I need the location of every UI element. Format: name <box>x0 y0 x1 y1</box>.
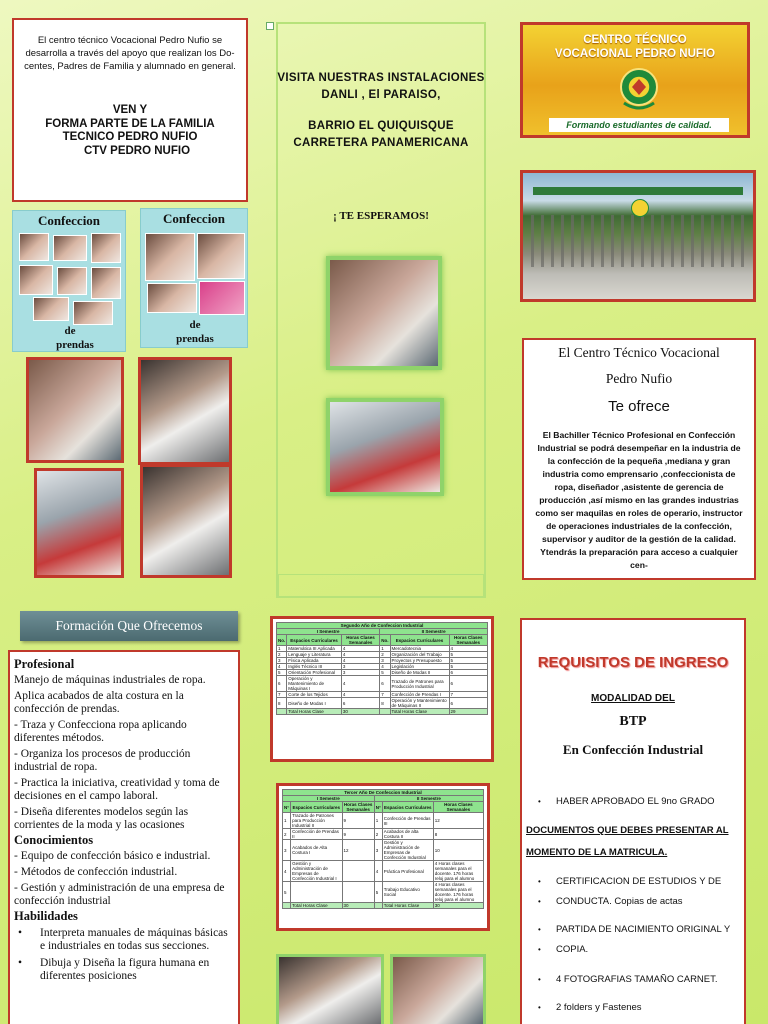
table-row <box>283 813 484 829</box>
table-cell: 10 <box>433 840 483 861</box>
table-cell: 4 <box>341 646 379 652</box>
table-segundo-ano <box>270 616 494 762</box>
confeccion-label: En Confección Industrial <box>562 742 704 757</box>
table-row <box>283 861 484 882</box>
table-header: Horas Clases Semanales <box>433 802 483 813</box>
table-cell: 3 <box>374 840 382 861</box>
logo-title-line: CENTRO TÉCNICO <box>583 34 687 46</box>
table-cell: Lenguaje y Literatura <box>287 652 342 658</box>
table-cell: Confección de Prendas I <box>390 692 449 698</box>
table-total-label: Total Horas Clase <box>291 903 342 909</box>
photo-school-entrance <box>520 170 756 302</box>
table-cell: 4 Horas clases semanales para el docente. 176 horas reloj para el alumno <box>433 861 483 882</box>
documentos-heading: DOCUMENTOS QUE DEBES PRESENTAR AL <box>526 825 729 836</box>
intro-line: El centro técnico Vocacional Pedro Nufio se desarrolla a través del apoyo que realizan los Do- <box>25 35 235 59</box>
table-cell: Corte de los Tejidos <box>287 692 342 698</box>
table-header: Horas Clases Semanales <box>341 635 379 646</box>
table-cell: Legislación <box>390 664 449 670</box>
table-cell: 9 <box>342 829 374 840</box>
list-item: Manejo de máquinas industriales de ropa. <box>14 674 206 686</box>
collage-prendas: prendas <box>56 339 94 351</box>
logo-tagline: Formando estudiantes de calidad. <box>549 118 729 132</box>
list-item: - Gestión y administración de una empresa de confección industrial <box>14 882 225 907</box>
small-square-icon <box>266 22 274 30</box>
table-cell: 1 <box>277 646 287 652</box>
requisito-item: • 2 folders y Fastenes <box>522 998 744 1018</box>
table-cell: 4 <box>341 658 379 664</box>
table-cell: 3 <box>341 664 379 670</box>
requisito-item: • PARTIDA DE NACIMIENTO ORIGINAL Y <box>522 920 744 940</box>
table-cell: 5 <box>449 652 488 658</box>
table-semester: I Semestre <box>283 796 375 802</box>
list-item: - Métodos de confección industrial. <box>14 866 178 878</box>
modalidad-label: MODALIDAD DEL <box>591 693 675 704</box>
formacion-panel <box>8 650 240 1024</box>
requisito-item: • 4 FOTOGRAFIAS TAMAÑO CARNET. <box>522 970 744 990</box>
list-item: - Organiza los procesos de producción industrial de ropa. <box>14 748 191 773</box>
te-esperamos: ¡ TE ESPERAMOS! <box>333 210 429 222</box>
section-heading: Profesional <box>14 657 75 671</box>
table-total: 30 <box>433 903 483 909</box>
table-cell: 3 <box>283 840 291 861</box>
table-header: Horas Clases Semanales <box>343 802 373 812</box>
table-cell: 6 <box>449 676 488 692</box>
table-cell: 3 <box>341 670 379 676</box>
school-logo-banner <box>520 22 750 138</box>
photo-workshop-2 <box>390 954 486 1024</box>
table-header: Espacios Curriculares <box>382 802 433 813</box>
photo-sewing-machine-2 <box>326 398 444 496</box>
table-cell: 5 <box>283 882 291 903</box>
photo-sewing-3 <box>34 468 124 578</box>
table-cell: Mercadotecnia <box>390 646 449 652</box>
table-cell: Diseño de Modas I <box>287 698 342 709</box>
table-cell <box>342 861 374 882</box>
list-item: - Traza y Confecciona ropa aplicando diferentes métodos. <box>14 719 187 744</box>
visit-block <box>276 70 486 152</box>
photo-sewing-machine-1 <box>326 256 442 370</box>
requisito-item-cont: • CONDUCTA. Copias de actas <box>522 892 744 912</box>
table-cell: 3 <box>277 658 287 664</box>
list-item: • Interpreta manuales de máquinas básicas e industriales en todas sus secciones. <box>14 927 234 953</box>
table-cell: 8 <box>433 829 483 840</box>
table-cell: 5 <box>380 670 390 676</box>
collage-prendas: prendas <box>176 333 214 345</box>
table-cell: 5 <box>374 882 382 903</box>
table-cell: Organización del Trabajo <box>390 652 449 658</box>
table-cell: 3 <box>380 658 390 664</box>
collage-title: Confeccion <box>37 213 101 228</box>
table-semester: II Semestre <box>374 796 483 802</box>
list-item: • Dibuja y Diseña la figura humana en diferentes posiciones <box>14 957 234 983</box>
ofrece-title: Pedro Nufio <box>605 371 673 386</box>
collage-confeccion-left <box>12 210 126 352</box>
table-cell: 4 <box>341 676 379 692</box>
section-heading: Habilidades <box>14 909 78 923</box>
table-cell: 7 <box>380 692 390 698</box>
requisito-item: • HABER APROBADO EL 9no GRADO <box>522 792 744 812</box>
list-item: Aplica acabados de alta costura en la confección de prendas. <box>14 690 184 715</box>
table-cell: 6 <box>449 698 488 709</box>
table-header: Espacios Curriculares <box>291 802 342 813</box>
table-cell: 5 <box>449 664 488 670</box>
table-cell: 4 <box>341 692 379 698</box>
table-header: N° <box>374 802 382 813</box>
table-header: Espacios Curriculares <box>287 635 342 646</box>
table-cell: 4 <box>341 652 379 658</box>
photo-workshop-1 <box>276 954 384 1024</box>
ofrece-body: El Bachiller Técnico Profesional en Confección Industrial se podrá desempeñar en la industria de la confección de la pequeña ,mediana y gran industria como emprensario ,confeccionista de ropa, diseñador ,asistente de gerencia de producción ,así mismo en las grandes industrias como ser maquilas en roles de operario, instructor de operaciones industriales de la confección, supervisor y auditor de la gestión de la calidad. Ytendrás la preparación para acceso a cualquier cen- <box>535 430 743 570</box>
list-item: - Equipo de confección básico e industrial. <box>14 850 211 862</box>
requisito-item: • CERTIFICACION DE ESTUDIOS Y DE <box>522 872 744 892</box>
table-cell: 2 <box>380 652 390 658</box>
ven-line: VEN Y <box>112 104 148 116</box>
list-item: - Diseña diferentes modelos según las corrientes de la moda y las ocasiones <box>14 806 189 831</box>
table-cell: Práctica Profesional <box>382 861 433 882</box>
requisitos-panel <box>520 618 746 1024</box>
table-cell: Trazado de Patrones para Producción Industrial <box>390 676 449 692</box>
table-cell: Operación y Mantenimiento de Máquinas II <box>390 698 449 709</box>
table-cell: 4 <box>374 861 382 882</box>
table-cell: 8 <box>380 698 390 709</box>
table-cell: Confección de Prendas III <box>382 813 433 829</box>
intro-line: centes, Padres de Familia y alumnado en general. <box>24 61 236 72</box>
photo-sewing-2 <box>138 357 232 465</box>
table-cell: Diseño de Modas II <box>390 670 449 676</box>
table-cell: 9 <box>342 813 374 829</box>
table-cell: 4 <box>380 664 390 670</box>
table-row <box>277 698 488 709</box>
table-total: 30 <box>341 709 379 715</box>
btp-label: BTP <box>619 714 647 729</box>
table-row <box>283 829 484 840</box>
collage-de: de <box>189 319 201 331</box>
table-cell: Inglés Técnico III <box>287 664 342 670</box>
table-semester: I Semestre <box>277 629 380 635</box>
requisito-item-cont: • COPIA. <box>522 940 744 960</box>
table-row <box>277 676 488 692</box>
ven-line: FORMA PARTE DE LA FAMILIA <box>45 117 215 130</box>
table-cell: 1 <box>380 646 390 652</box>
table-cell: 4 Horas clases semanales para el docente. 176 horas reloj para el alumno <box>433 882 483 903</box>
list-item: - Practica la iniciativa, creatividad y toma de decisiones en el campo laboral. <box>14 777 220 802</box>
table-cell: Matemática III Aplicada <box>287 646 342 652</box>
te-ofrece: Te ofrece <box>608 398 670 415</box>
table-row <box>283 882 484 903</box>
table-cell: Trabajo Educativo Social <box>382 882 433 903</box>
table-cell: Orientación Profesional <box>287 670 342 676</box>
intro-text <box>16 34 244 73</box>
ofrece-title: El Centro Técnico Vocacional <box>558 345 720 360</box>
table-cell: Acabados de Alta Costura I <box>291 840 342 861</box>
table-row <box>283 840 484 861</box>
table-header: No. <box>277 635 287 646</box>
table-cell: Trazado de Patrones para Producción Industrial II <box>291 813 342 829</box>
table-cell <box>291 882 342 903</box>
table-total-label: Total Horas Clase <box>287 709 342 715</box>
ven-block <box>16 104 244 158</box>
table-cell: 1 <box>283 813 291 829</box>
table-cell: 4 <box>449 646 488 652</box>
table-cell: 1 <box>374 813 382 829</box>
collage-title: Confeccion <box>162 211 226 226</box>
table-cell: Operación y Mantenimiento de Máquinas I <box>287 676 342 692</box>
table-total: 29 <box>449 709 488 715</box>
visit-line: CARRETERA PANAMERICANA <box>293 137 469 149</box>
table-total-label: Total Horas Clase <box>390 709 449 715</box>
table-header: Espacios Curriculares <box>390 635 449 646</box>
table-cell: 4 <box>283 861 291 882</box>
table-semester: II Semestre <box>380 629 488 635</box>
table-cell: 5 <box>449 658 488 664</box>
visit-line: VISITA NUESTRAS INSTALACIONES <box>277 72 485 84</box>
table-cell: 7 <box>277 692 287 698</box>
table-cell: 5 <box>277 670 287 676</box>
table-total: 30 <box>342 903 374 909</box>
logo-title-line: VOCACIONAL PEDRO NUFIO <box>554 48 716 60</box>
table-cell: 12 <box>342 840 374 861</box>
table-cell: 6 <box>277 676 287 692</box>
table-cell: Confección de Prendas II <box>291 829 342 840</box>
visit-line: BARRIO EL QUIQUISQUE <box>308 120 454 132</box>
requisitos-title: REQUISITOS DE INGRESO <box>537 654 729 671</box>
table-tercer-ano <box>276 783 490 931</box>
table-cell: Proyectos y Presupuesto <box>390 658 449 664</box>
middle-panel-bottom-frame <box>278 574 484 598</box>
school-seal-icon <box>618 63 660 115</box>
table-cell: 2 <box>277 652 287 658</box>
table-cell: 12 <box>433 813 483 829</box>
table-header: N° <box>283 802 291 813</box>
table-cell: 6 <box>341 698 379 709</box>
formacion-tab: Formación Que Ofrecemos <box>20 611 238 641</box>
table-header: Horas Clases Semanales <box>449 635 488 646</box>
table-cell: Gestión y Administración de Empresas de Confección Industrial I <box>291 861 342 882</box>
section-heading: Conocimientos <box>14 833 94 847</box>
photo-sewing-4 <box>140 464 232 578</box>
table-cell: 2 <box>374 829 382 840</box>
table-cell: 7 <box>449 692 488 698</box>
photo-sewing-1 <box>26 357 124 463</box>
ofrece-panel <box>522 338 756 580</box>
table-title: Tercer Año De Confeccion Industrial <box>283 790 484 796</box>
documentos-heading: MOMENTO DE LA MATRICULA. <box>526 847 668 858</box>
table-cell <box>342 882 374 903</box>
table-cell: Física Aplicada <box>287 658 342 664</box>
table-total-label: Total Horas Clase <box>382 903 433 909</box>
table-cell: Acabados de alta Costura II <box>382 829 433 840</box>
visit-line: DANLI , El PARAISO, <box>321 89 441 101</box>
table-cell: 6 <box>380 676 390 692</box>
table-header: No. <box>380 635 390 646</box>
table-cell: 8 <box>277 698 287 709</box>
table-cell: 4 <box>277 664 287 670</box>
table-cell: 2 <box>283 829 291 840</box>
collage-de: de <box>64 325 76 337</box>
table-cell: Gestión y Administración de Empresas de Confección Industrial <box>382 840 433 861</box>
collage-confeccion-right <box>140 208 248 348</box>
table-cell: 6 <box>449 670 488 676</box>
ven-line: CTV PEDRO NUFIO <box>83 144 191 157</box>
ven-line: TECNICO PEDRO NUFIO <box>62 131 198 143</box>
table-title: Segundo Año de Confeccion Industrial <box>277 623 488 629</box>
